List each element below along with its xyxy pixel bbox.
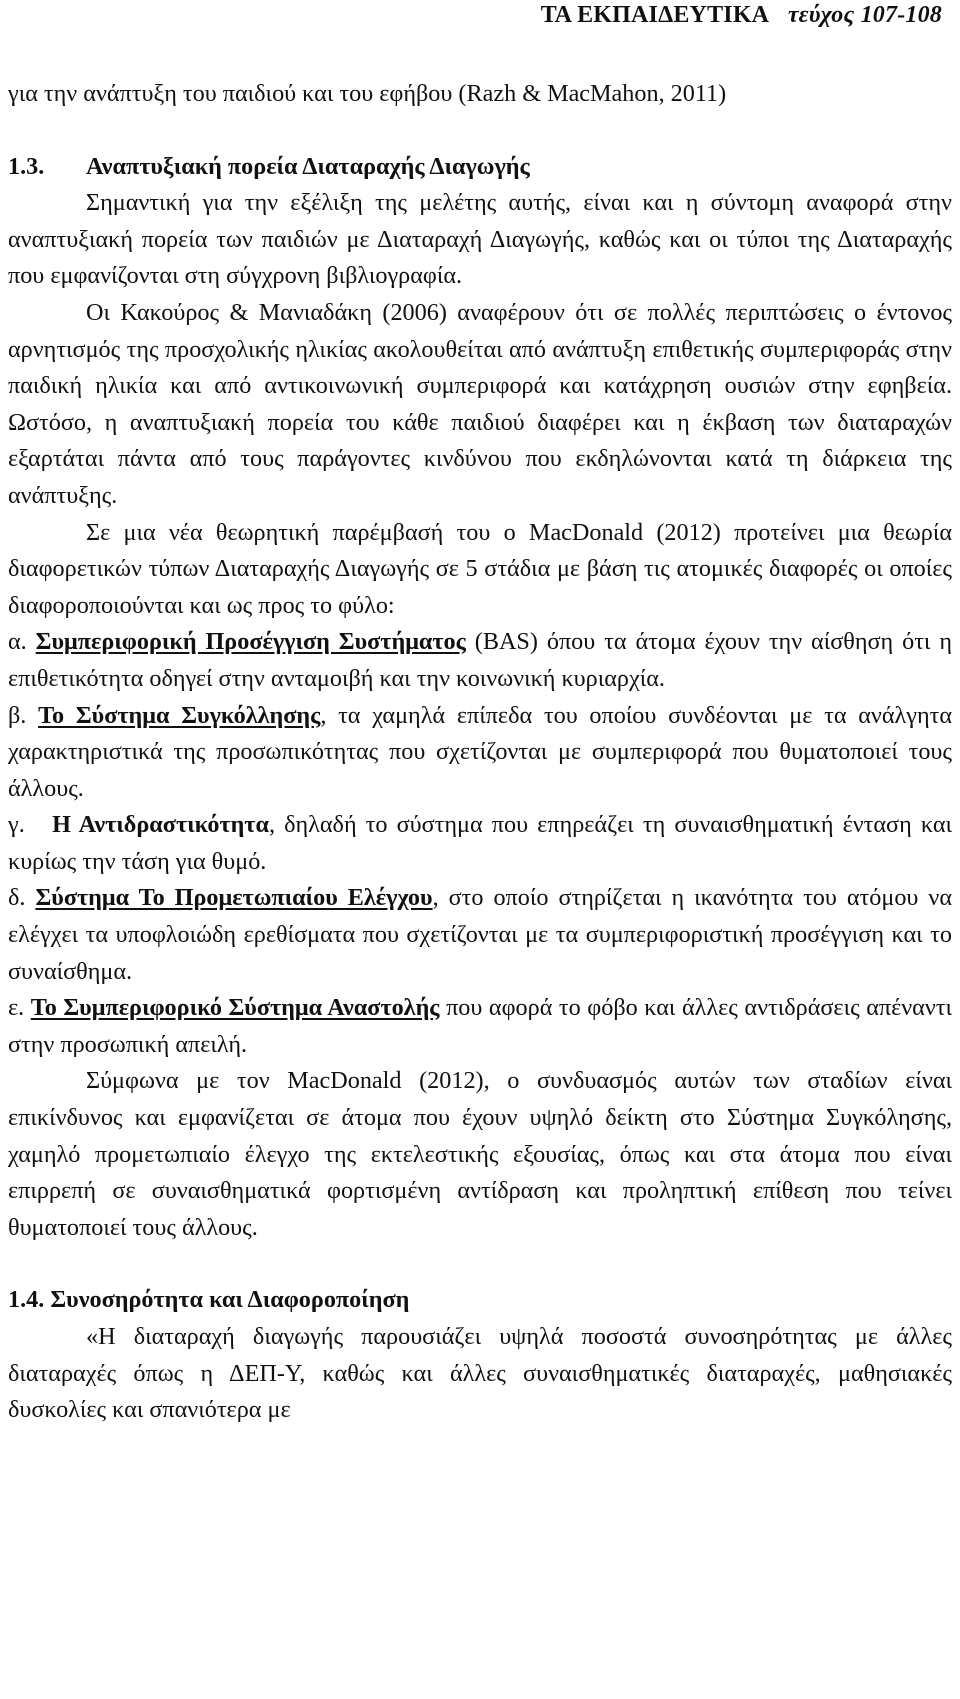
list-marker: δ.	[8, 884, 26, 912]
list-marker: γ.	[8, 811, 25, 839]
list-term: Το Σύστημα Συγκόλλησης	[38, 701, 321, 729]
section-number: 1.4.	[8, 1286, 45, 1314]
list-term: Συμπεριφορική Προσέγγιση Συστήματος	[35, 628, 466, 656]
list-term: Το Συμπεριφορικό Σύστημα Αναστολής	[30, 994, 440, 1022]
section-heading-1-3	[8, 149, 952, 186]
paragraph: Σημαντική για την εξέλιξη της μελέτης αυτής, είναι και η σύντομη αναφορά στην αναπτυξιακή πορεία των παιδιών με Διαταραχή Διαγωγής, καθώς και οι τύποι της Διαταραχής που εμφανίζονται στη σύγχρονη βιβλιογραφία.	[8, 189, 952, 290]
paragraph: Σε μια νέα θεωρητική παρέμβασή του ο MacDonald (2012) προτείνει μια θεωρία διαφορετικών τύπων Διαταραχής Διαγωγής σε 5 στάδια με βάση τις ατομικές διαφορές οι οποίες διαφοροποιούνται και ως προς το φύλο:	[8, 518, 952, 619]
paragraph: Σύμφωνα με τον MacDonald (2012), ο συνδυασμός αυτών των σταδίων είναι επικίνδυνος και εμφανίζεται σε άτομα που έχουν υψηλό δείκτη στο Σύστημα Συγκόλησης, χαμηλό προμετωπιαίο έλεγχο της εκτελεστικής εξουσίας, όπως και στα άτομα που είναι επιρρεπή σε συναισθηματικά φορτισμένη αντίδραση και προληπτική επίθεση που τείνει θυματοποιεί τους άλλους.	[8, 1067, 952, 1241]
list-text: , στο οποίο στηρίζεται η ικανότητα του ατόμου να ελέγχει τα υποφλοιώδη ερεθίσματα που σχετίζονται με τα συμπεριφοριστική προσέγγιση και το συναίσθημα.	[8, 884, 952, 985]
journal-title: ΤΑ ΕΚΠΑΙΔΕΥΤΙΚΑ	[540, 2, 770, 28]
list-text: , δηλαδή το σύστημα που επηρεάζει τη συναισθηματική ένταση και κυρίως την τάση για θυμό.	[8, 811, 953, 875]
section-heading-1-4	[8, 1282, 952, 1319]
list-term: Σύστημα Το Προμετωπιαίου Ελέγχου	[35, 884, 433, 912]
list-marker: ε.	[8, 994, 25, 1022]
issue-number: τεύχος 107-108	[787, 2, 942, 28]
list-item	[8, 880, 952, 990]
list-marker: α.	[8, 628, 27, 656]
list-term: Η Αντιδραστικότητα	[52, 811, 269, 839]
section-title: Συνοσηρότητα και Διαφοροποίηση	[50, 1286, 410, 1314]
section-title: Αναπτυξιακή πορεία Διαταραχής Διαγωγής	[86, 152, 530, 180]
body-text	[8, 76, 952, 1429]
paragraph: Οι Κακούρος & Μανιαδάκη (2006) αναφέρουν ότι σε πολλές περιπτώσεις ο έντονος αρνητισμός της προσχολικής ηλικίας ακολουθείται από ανάπτυξη επιθετικής συμπεριφοράς στην παιδική ηλικία και από αντικοινωνική συμπεριφορά και κατάχρηση ουσιών στην εφηβεία. Ωστόσο, η αναπτυξιακή πορεία του κάθε παιδιού διαφέρει και η έκβαση των διαταραχών εξαρτάται πάντα από τους παράγοντες κινδύνου που εκδηλώνονται κατά τη διάρκεια της ανάπτυξης.	[8, 298, 952, 509]
paragraph: «Η διαταραχή διαγωγής παρουσιάζει υψηλά ποσοστά συνοσηρότητας με άλλες διαταραχές όπως η ΔΕΠ-Υ, καθώς και άλλες συναισθηματικές διαταραχές, μαθησιακές δυσκολίες και σπανιότερα με	[8, 1323, 952, 1424]
running-header	[541, 2, 942, 29]
list-text: (BAS) όπου τα άτομα έχουν την αίσθηση ότι η επιθετικότητα οδηγεί στην ανταμοιβή και την κοινωνική κυριαρχία.	[8, 628, 953, 692]
list-marker: β.	[8, 701, 27, 729]
intro-fragment: για την ανάπτυξη του παιδιού και του εφήβου (Razh & MacMahon, 2011)	[8, 80, 727, 107]
list-item	[8, 990, 952, 1063]
section-number: 1.3.	[8, 152, 45, 180]
list-text: , τα χαμηλά επίπεδα του οποίου συνδέονται με τα ανάλγητα χαρακτηριστικά της προσωπικότητας που σχετίζονται με συμπεριφορά που θυματοποιεί τους άλλους.	[8, 701, 952, 802]
list-item	[8, 624, 952, 697]
list-item	[8, 807, 952, 880]
list-item	[8, 698, 952, 808]
list-text: που αφορά το φόβο και άλλες αντιδράσεις απέναντι στην προσωπική απειλή.	[8, 994, 953, 1058]
